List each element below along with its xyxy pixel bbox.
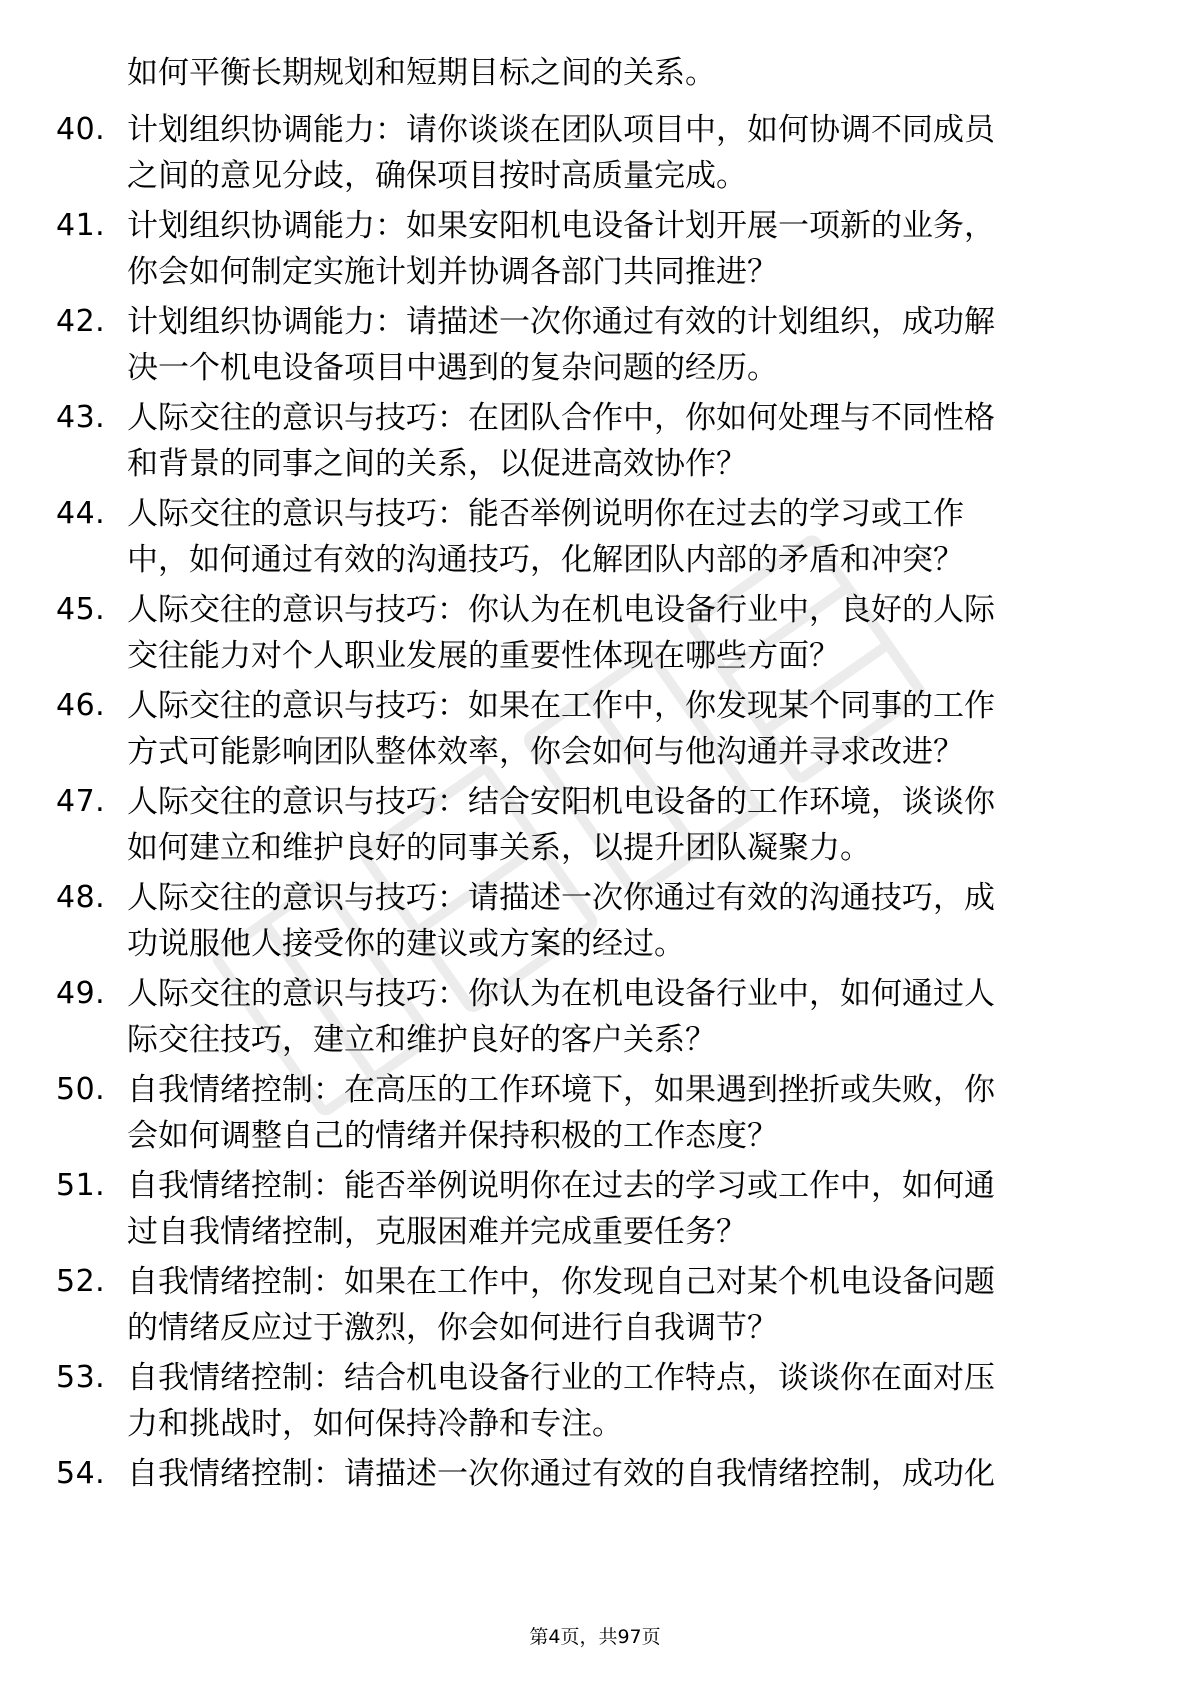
question-number: 43. — [56, 400, 106, 435]
question-text-line: 自我情绪控制：请描述一次你通过有效的自我情绪控制，成功化 — [127, 1456, 995, 1492]
question-text-line: 交往能力对个人职业发展的重要性体现在哪些方面？ — [127, 638, 840, 674]
question-text-line: 中，如何通过有效的沟通技巧，化解团队内部的矛盾和冲突？ — [127, 542, 964, 578]
question-item — [0, 204, 1190, 300]
question-number: 40. — [56, 112, 106, 147]
question-list — [0, 108, 1190, 1548]
question-text-line: 自我情绪控制：如果在工作中，你发现自己对某个机电设备问题 — [127, 1264, 995, 1300]
question-text-line: 计划组织协调能力：请描述一次你通过有效的计划组织，成功解 — [127, 304, 995, 340]
question-text-line: 人际交往的意识与技巧：请描述一次你通过有效的沟通技巧，成 — [127, 880, 995, 916]
question-text-line: 人际交往的意识与技巧：结合安阳机电设备的工作环境，谈谈你 — [127, 784, 995, 820]
page-footer: 第4页，共97页 — [529, 1626, 661, 1648]
question-number: 42. — [56, 304, 106, 339]
question-text-line: 自我情绪控制：能否举例说明你在过去的学习或工作中，如何通 — [127, 1168, 995, 1204]
question-item — [0, 396, 1190, 492]
question-item — [0, 300, 1190, 396]
question-text-line: 之间的意见分歧，确保项目按时高质量完成。 — [127, 158, 747, 194]
question-text-line: 人际交往的意识与技巧：你认为在机电设备行业中，如何通过人 — [127, 976, 995, 1012]
question-text-line: 人际交往的意识与技巧：如果在工作中，你发现某个同事的工作 — [127, 688, 995, 724]
question-text-line: 方式可能影响团队整体效率，你会如何与他沟通并寻求改进？ — [127, 734, 964, 770]
question-item — [0, 1356, 1190, 1452]
question-item — [0, 1068, 1190, 1164]
question-item — [0, 1164, 1190, 1260]
question-number: 50. — [56, 1072, 106, 1107]
question-number: 52. — [56, 1264, 106, 1299]
question-text-line: 如何建立和维护良好的同事关系，以提升团队凝聚力。 — [127, 830, 871, 866]
question-number: 48. — [56, 880, 106, 915]
question-text-line: 你会如何制定实施计划并协调各部门共同推进？ — [127, 254, 778, 290]
question-item — [0, 108, 1190, 204]
question-text-line: 功说服他人接受你的建议或方案的经过。 — [127, 926, 685, 962]
question-text-line: 计划组织协调能力：如果安阳机电设备计划开展一项新的业务， — [127, 208, 995, 244]
question-number: 51. — [56, 1168, 106, 1203]
question-text-line: 会如何调整自己的情绪并保持积极的工作态度？ — [127, 1118, 778, 1154]
question-text-line: 决一个机电设备项目中遇到的复杂问题的经历。 — [127, 350, 778, 386]
continued-question-text: 如何平衡长期规划和短期目标之间的关系。 — [127, 55, 716, 91]
question-item — [0, 492, 1190, 588]
question-number: 54. — [56, 1456, 106, 1491]
question-text-line: 人际交往的意识与技巧：在团队合作中，你如何处理与不同性格 — [127, 400, 995, 436]
question-item — [0, 588, 1190, 684]
question-item — [0, 684, 1190, 780]
question-text-line: 的情绪反应过于激烈，你会如何进行自我调节？ — [127, 1310, 778, 1346]
question-text-line: 人际交往的意识与技巧：能否举例说明你在过去的学习或工作 — [127, 496, 964, 532]
question-text-line: 和背景的同事之间的关系，以促进高效协作？ — [127, 446, 747, 482]
question-item — [0, 1452, 1190, 1548]
question-item — [0, 780, 1190, 876]
question-text-line: 人际交往的意识与技巧：你认为在机电设备行业中，良好的人际 — [127, 592, 995, 628]
question-number: 45. — [56, 592, 106, 627]
question-text-line: 自我情绪控制：结合机电设备行业的工作特点，谈谈你在面对压 — [127, 1360, 995, 1396]
question-item — [0, 1260, 1190, 1356]
question-number: 49. — [56, 976, 106, 1011]
question-number: 47. — [56, 784, 106, 819]
question-text-line: 际交往技巧，建立和维护良好的客户关系？ — [127, 1022, 716, 1058]
question-item — [0, 972, 1190, 1068]
question-number: 41. — [56, 208, 106, 243]
question-number: 44. — [56, 496, 106, 531]
question-number: 46. — [56, 688, 106, 723]
question-text-line: 自我情绪控制：在高压的工作环境下，如果遇到挫折或失败，你 — [127, 1072, 995, 1108]
question-text-line: 过自我情绪控制，克服困难并完成重要任务？ — [127, 1214, 747, 1250]
question-text-line: 计划组织协调能力：请你谈谈在团队项目中，如何协调不同成员 — [127, 112, 995, 148]
question-number: 53. — [56, 1360, 106, 1395]
question-item — [0, 876, 1190, 972]
question-text-line: 力和挑战时，如何保持冷静和专注。 — [127, 1406, 623, 1442]
